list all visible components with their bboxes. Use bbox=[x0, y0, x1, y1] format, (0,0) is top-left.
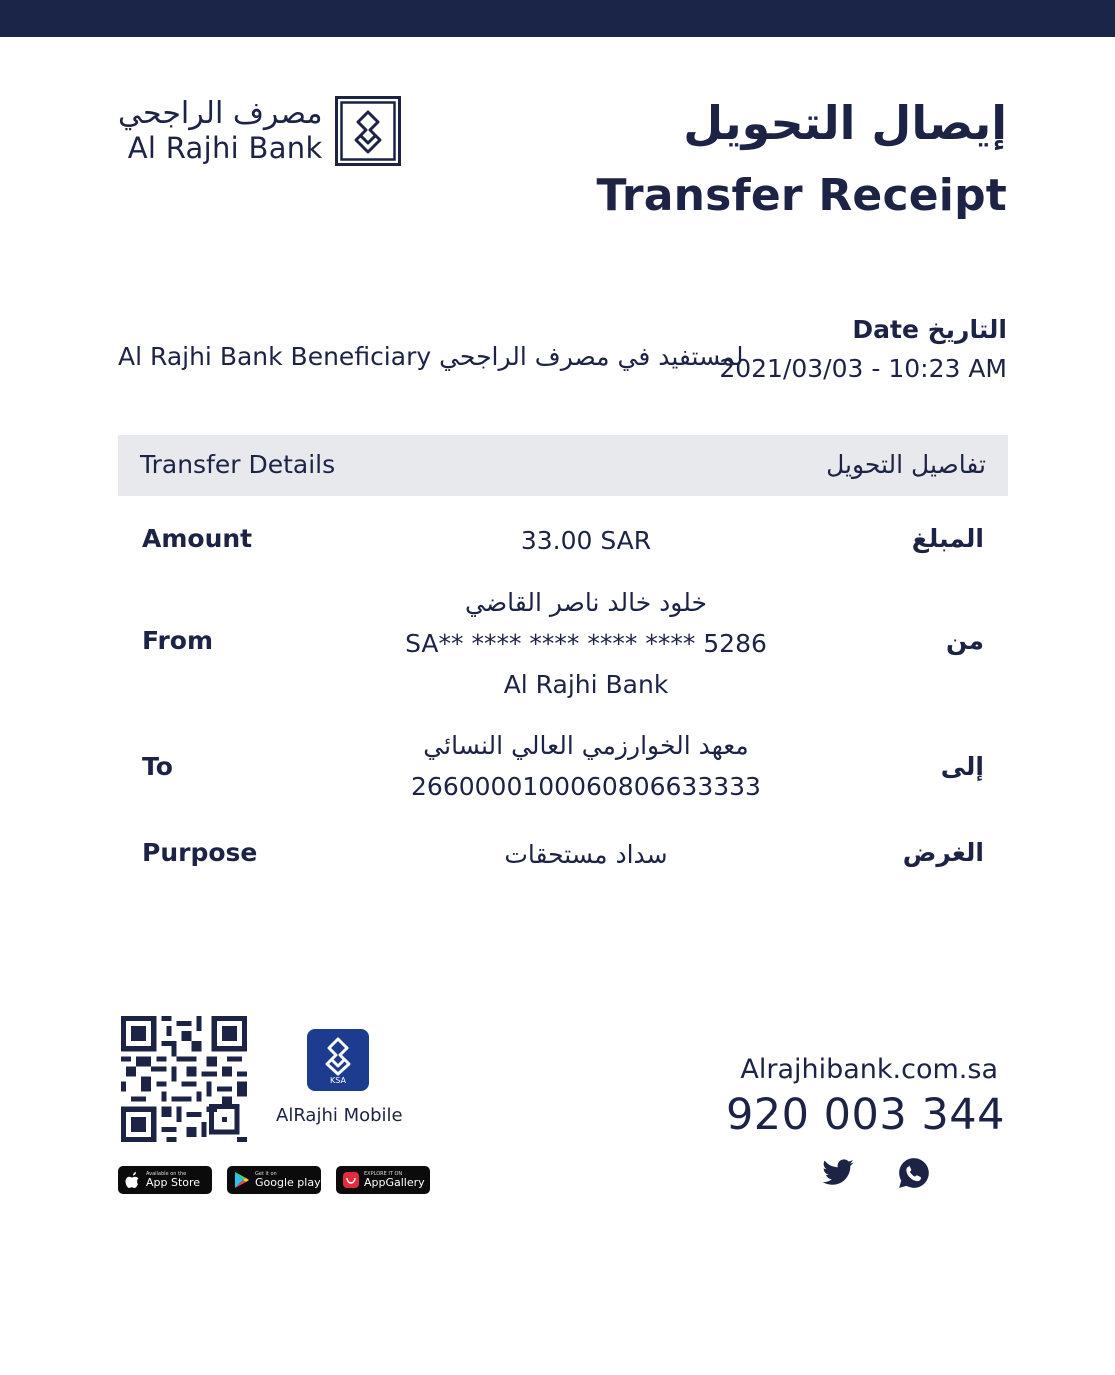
website-link[interactable]: Alrajhibank.com.sa bbox=[740, 1054, 998, 1085]
beneficiary-type: Al Rajhi Bank Beneficiary لمستفيد في مصرف الراجحي bbox=[118, 342, 744, 371]
title-ar: إيصال التحويل bbox=[683, 96, 1007, 150]
logo-name-ar: مصرف الراجحي bbox=[118, 96, 323, 131]
google-play-big: Google play bbox=[255, 1176, 321, 1189]
from-account: SA** **** **** **** **** 5286 bbox=[405, 629, 767, 658]
app-store-big: App Store bbox=[146, 1176, 201, 1189]
purpose-value bbox=[380, 834, 792, 875]
logo-text bbox=[118, 97, 323, 165]
qr-code-icon[interactable] bbox=[121, 1016, 247, 1142]
from-label-en: From bbox=[142, 626, 214, 655]
purpose-label-en: Purpose bbox=[142, 838, 258, 867]
app-store-badge[interactable] bbox=[118, 1166, 212, 1194]
huawei-appgallery-icon bbox=[342, 1171, 360, 1189]
app-gallery-small: EXPLORE IT ON bbox=[364, 1171, 403, 1177]
title-en: Transfer Receipt bbox=[596, 170, 1007, 221]
app-logo-icon bbox=[318, 1036, 358, 1076]
to-name: معهد الخوارزمي العالي النسائي bbox=[423, 731, 749, 760]
app-gallery-badge[interactable] bbox=[336, 1166, 430, 1194]
app-name: AlRajhi Mobile bbox=[276, 1105, 403, 1126]
app-badge: KSA bbox=[330, 1075, 346, 1085]
from-bank: Al Rajhi Bank bbox=[503, 670, 669, 699]
amount-label-en: Amount bbox=[142, 524, 253, 553]
app-gallery-big: AppGallery bbox=[364, 1176, 425, 1189]
google-play-icon bbox=[233, 1171, 251, 1189]
app-store-small: Available on the bbox=[146, 1171, 187, 1177]
apple-icon bbox=[124, 1171, 142, 1189]
google-play-small: Get it on bbox=[255, 1171, 277, 1177]
to-label-ar: إلى bbox=[940, 752, 984, 781]
alrajhi-logo-icon bbox=[335, 96, 401, 166]
bank-logo bbox=[118, 96, 401, 166]
from-name: خلود خالد ناصر القاضي bbox=[465, 588, 707, 617]
top-bar bbox=[0, 0, 1115, 37]
phone-number[interactable]: 920 003 344 bbox=[725, 1090, 1005, 1140]
logo-name-en: Al Rajhi Bank bbox=[127, 131, 323, 165]
twitter-icon[interactable] bbox=[821, 1156, 855, 1190]
amount-label-ar: المبلغ bbox=[911, 524, 984, 553]
from-label-ar: من bbox=[946, 626, 984, 655]
from-value bbox=[380, 582, 792, 705]
date-label: Date التاريخ bbox=[852, 315, 1007, 344]
alrajhi-mobile-app-icon[interactable] bbox=[307, 1029, 369, 1091]
to-label-en: To bbox=[142, 752, 173, 781]
to-account: 2660000100060806633333 bbox=[411, 772, 761, 801]
to-value bbox=[380, 725, 792, 807]
purpose-text: سداد مستحقات bbox=[504, 840, 668, 869]
google-play-badge[interactable] bbox=[227, 1166, 321, 1194]
purpose-label-ar: الغرض bbox=[902, 838, 984, 867]
amount-text: 33.00 SAR bbox=[520, 526, 652, 555]
transfer-details-header bbox=[118, 435, 1008, 496]
details-header-en: Transfer Details bbox=[140, 450, 336, 479]
amount-value bbox=[380, 520, 792, 561]
details-header-ar: تفاصيل التحويل bbox=[826, 450, 986, 479]
date-value: 2021/03/03 - 10:23 AM bbox=[719, 354, 1007, 383]
whatsapp-icon[interactable] bbox=[897, 1156, 931, 1190]
